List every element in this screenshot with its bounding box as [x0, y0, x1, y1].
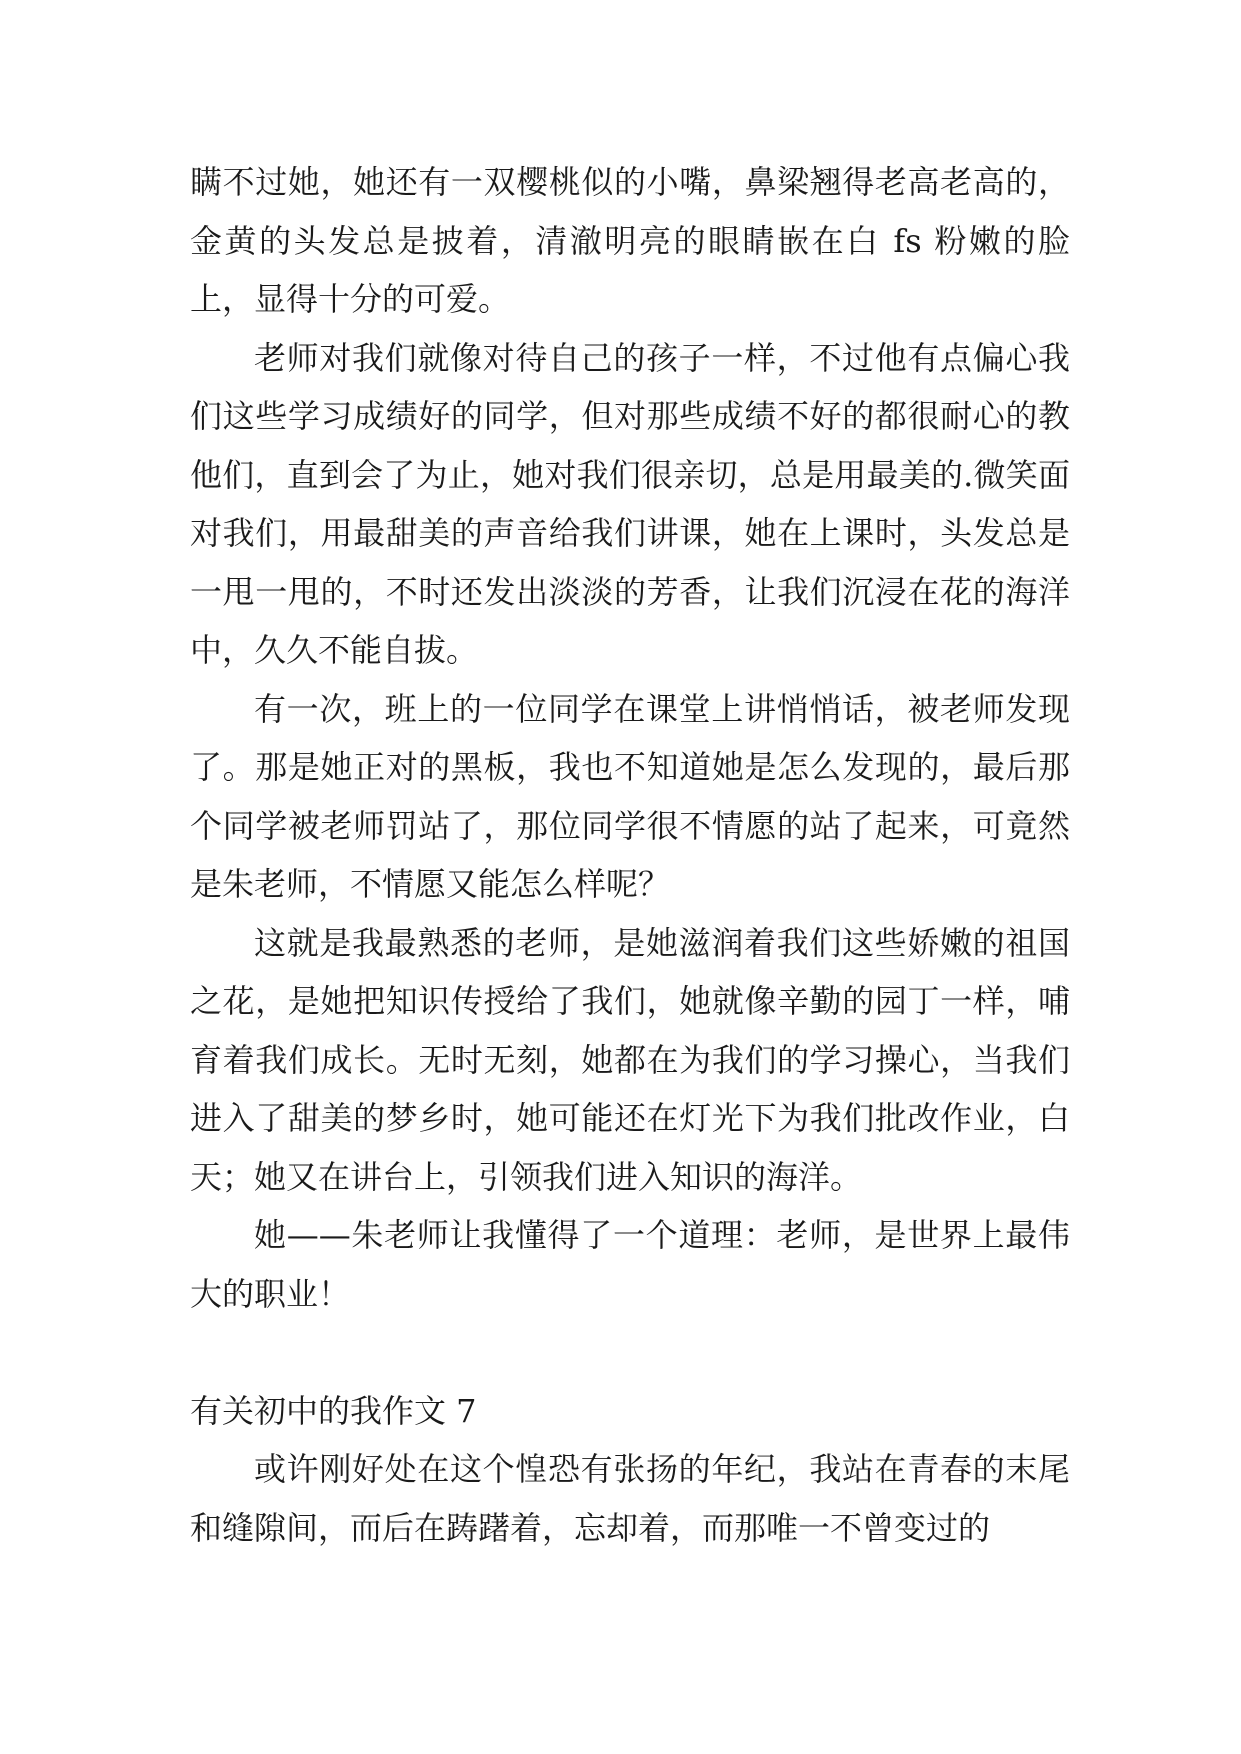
section-heading: 有关初中的我作文 7	[190, 1391, 477, 1430]
paragraph-conclusion: 她——朱老师让我懂得了一个道理：老师，是世界上最伟大的职业！	[190, 1216, 1070, 1313]
paragraph-continuation: 瞒不过她，她还有一双樱桃似的小嘴，鼻梁翘得老高老高的，金黄的头发总是披着，清澈明亮的眼睛嵌在白 fs 粉嫩的脸上，显得十分的可爱。	[190, 163, 1070, 318]
section-gap	[190, 1323, 1070, 1382]
paragraph-teacher-care: 老师对我们就像对待自己的孩子一样，不过他有点偏心我们这些学习成绩好的同学，但对那些成绩不好的都很耐心的教他们，直到会了为止，她对我们很亲切，总是用最美的.微笑面对我们，用最甜美的声音给我们讲课，她在上课时，头发总是一甩一甩的，不时还发出淡淡的芳香，让我们沉浸在花的海洋中，久久不能自拔。	[190, 338, 1070, 669]
paragraph-classroom-incident: 有一次，班上的一位同学在课堂上讲悄悄话，被老师发现了。那是她正对的黑板，我也不知道她是怎么发现的，最后那个同学被老师罚站了，那位同学很不情愿的站了起来，可竟然是朱老师，不情愿又能怎么样呢？	[190, 689, 1070, 903]
paragraph-familiar-teacher: 这就是我最熟悉的老师，是她滋润着我们这些娇嫩的祖国之花，是她把知识传授给了我们，她就像辛勤的园丁一样，哺育着我们成长。无时无刻，她都在为我们的学习操心，当我们进入了甜美的梦乡时，她可能还在灯光下为我们批改作业，白天；她又在讲台上，引领我们进入知识的海洋。	[190, 923, 1070, 1196]
paragraph-essay7-opening: 或许刚好处在这个惶恐有张扬的年纪，我站在青春的末尾和缝隙间，而后在踌躇着，忘却着，而那唯一不曾变过的	[190, 1450, 1070, 1547]
document-body	[190, 153, 1070, 1557]
